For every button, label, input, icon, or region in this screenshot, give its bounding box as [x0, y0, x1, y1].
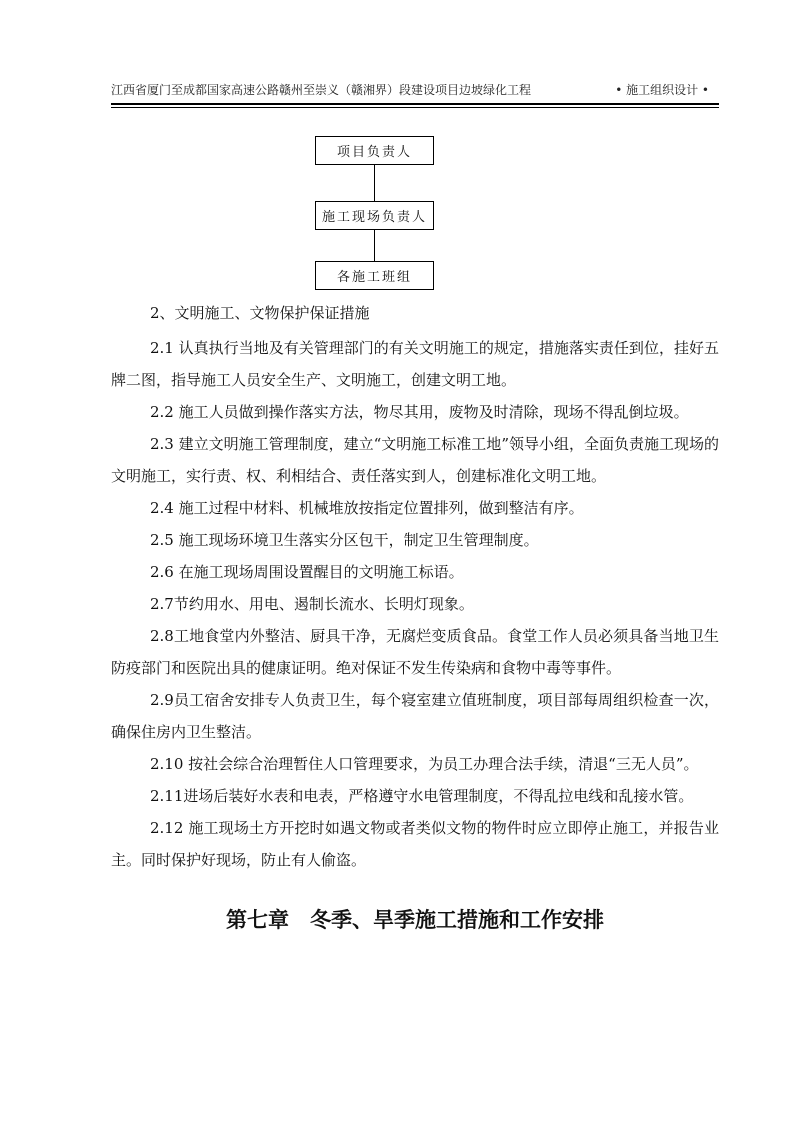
list-item: 2.7节约用水、用电、遏制长流水、长明灯现象。 [150, 595, 474, 613]
org-box-work-teams: 各施工班组 [315, 261, 434, 290]
header-project-title: 江西省厦门至成都国家高速公路赣州至崇义（赣湘界）段建设项目边坡绿化工程 [111, 83, 532, 97]
list-item: 2.1 认真执行当地及有关管理部门的有关文明施工的规定，措施落实责任到位，挂好五牌二图，指导施工人员安全生产、文明施工，创建文明工地。 [111, 339, 719, 389]
list-item: 2.6 在施工现场周围设置醒目的文明施工标语。 [150, 563, 464, 581]
list-item: 2.8工地食堂内外整洁、厨具干净，无腐烂变质食品。食堂工作人员必须具备当地卫生防疫部门和医院出具的健康证明。绝对保证不发生传染病和食物中毒等事件。 [111, 627, 719, 677]
header-rule-thin [111, 107, 719, 108]
list-item: 2.10 按社会综合治理暂住人口管理要求，为员工办理合法手续，清退“三无人员”。 [150, 755, 699, 773]
list-item: 2.2 施工人员做到操作落实方法，物尽其用，废物及时清除，现场不得乱倒垃圾。 [150, 403, 689, 421]
header-rule-thick [111, 103, 719, 105]
org-box-project-leader: 项目负责人 [315, 136, 434, 165]
list-item: 2.9员工宿舍安排专人负责卫生，每个寝室建立值班制度，项目部每周组织检查一次，确保住房内卫生整洁。 [111, 691, 719, 741]
chapter-title: 第七章 冬季、旱季施工措施和工作安排 [226, 908, 604, 932]
header-section-label: • 施工组织设计 • [615, 83, 709, 97]
list-item: 2.5 施工现场环境卫生落实分区包干，制定卫生管理制度。 [150, 531, 539, 549]
section-heading: 2、文明施工、文物保护保证措施 [150, 304, 370, 322]
list-item: 2.4 施工过程中材料、机械堆放按指定位置排列，做到整洁有序。 [150, 499, 584, 517]
list-item: 2.12 施工现场土方开挖时如遇文物或者类似文物的物件时应立即停止施工，并报告业主。同时保护好现场，防止有人偷盗。 [111, 819, 719, 869]
org-connector [374, 165, 375, 201]
org-connector [374, 230, 375, 261]
list-item: 2.11进场后装好水表和电表，严格遵守水电管理制度，不得乱拉电线和乱接水管。 [150, 787, 694, 805]
list-item: 2.3 建立文明施工管理制度，建立“文明施工标准工地”领导小组，全面负责施工现场的文明施工，实行责、权、利相结合、责任落实到人，创建标准化文明工地。 [111, 435, 719, 485]
org-box-site-leader: 施工现场负责人 [315, 201, 434, 230]
